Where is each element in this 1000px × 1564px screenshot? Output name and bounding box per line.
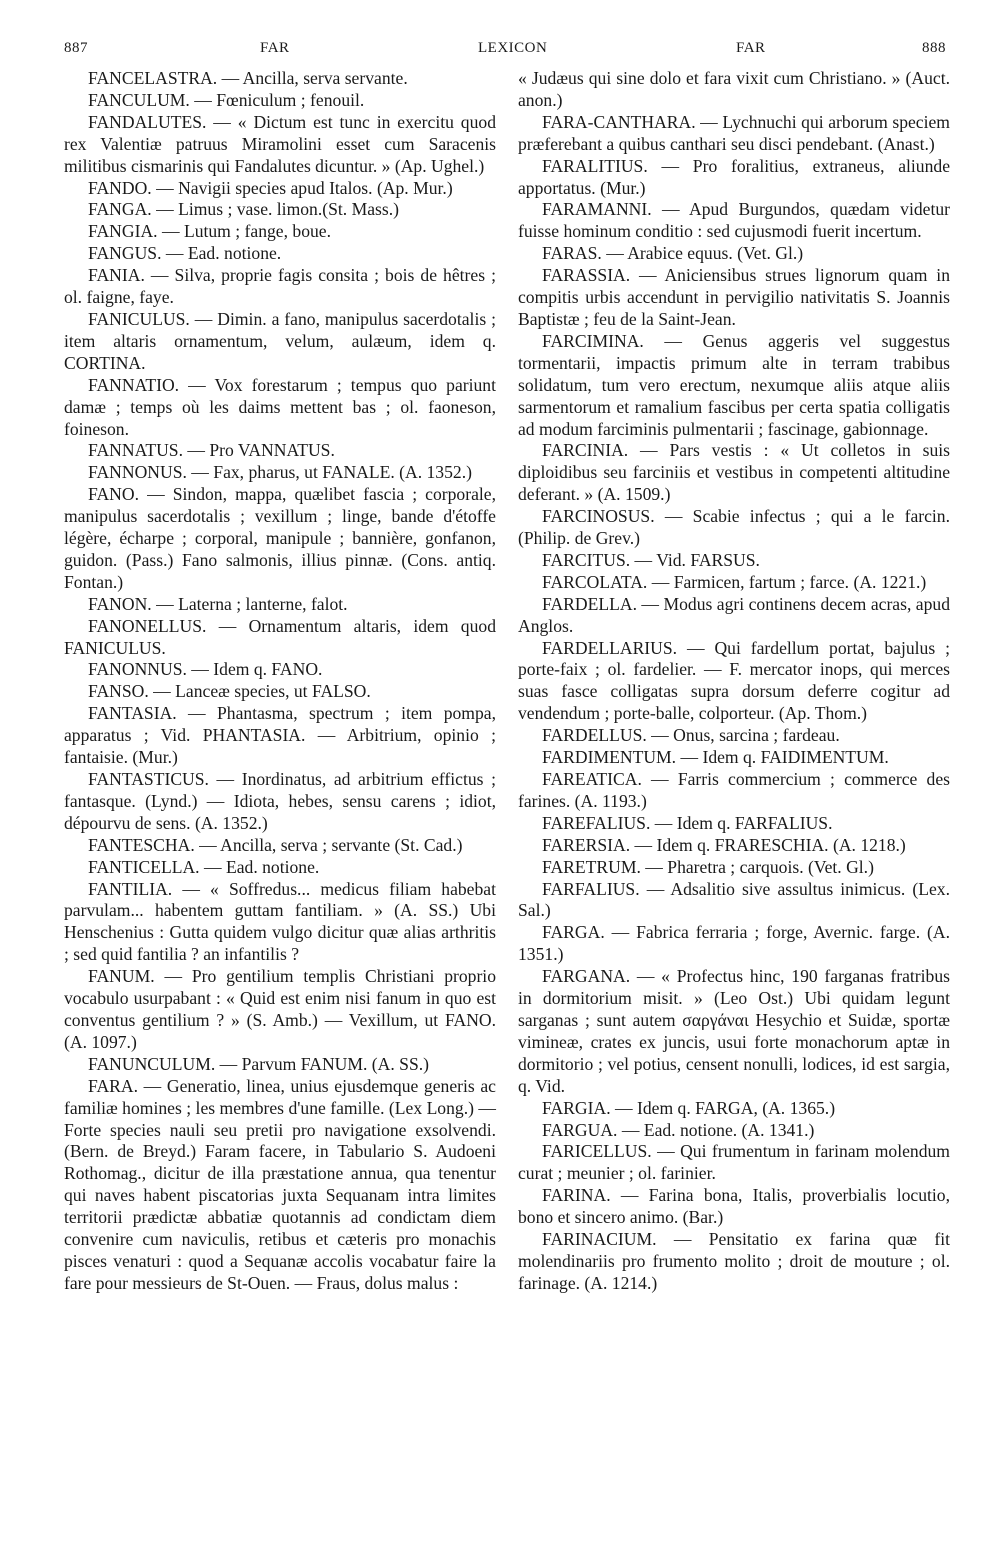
- entry-fara-canthara: FARA-CANTHARA. — Lychnuchi qui arborum speciem præferebant a quibus canthari seu disci pendebant. (Anast.): [518, 111, 950, 154]
- entry-fargia: FARGIA. — Idem q. FARGA, (A. 1365.): [542, 1097, 836, 1118]
- entry-fanticella: FANTICELLA. — Ead. notione.: [88, 856, 320, 877]
- running-head-left: FAR: [260, 40, 290, 56]
- entry-farcinosus: FARCINOSUS. — Scabie infectus ; qui a le farcin. (Philip. de Grev.): [518, 506, 950, 549]
- entry-farfalius: FARFALIUS. — Adsalitio sive assultus inimicus. (Lex. Sal.): [518, 878, 950, 921]
- entry-farcitus: FARCITUS. — Vid. FARSUS.: [542, 549, 760, 570]
- entry-faniculus: FANICULUS. — Dimin. a fano, manipulus sacerdotalis ; item altaris ornamentum, velum, aulæum, idem q. CORTINA.: [64, 308, 496, 373]
- entry-fannonus: FANNONUS. — Fax, pharus, ut FANALE. (A. 1352.): [88, 462, 472, 483]
- entry-farassia: FARASSIA. — Aniciensibus strues lignorum quam in compitis urbis accendunt in pervigilio nativitatis S. Joannis Baptistæ ; feu de la Saint-Jean.: [518, 265, 950, 329]
- entry-fargana: FARGANA. — « Profectus hinc, 190 farganas fratribus in dormitorium misit. » (Leo Ost.) Ubi quidam legunt sarganas ; sunt autem σαργάναι Hesychio et Suidæ, sportæ vimineæ, crates ex juncis, usui forte monachorum aptæ in dormitorio ; vel potius, censent nonulli, lodices, id est sargia, q. Vid.: [518, 966, 950, 1096]
- entry-fanonellus: FANONELLUS. — Ornamentum altaris, idem quod FANICULUS.: [64, 615, 496, 658]
- page-number-right: 888: [922, 40, 946, 56]
- entry-fandalutes: FANDALUTES. — « Dictum est tunc in exercitu quod rex Valentiæ patruus Miramolini esset cum Saracenis militibus cismarinis qui Fandalutes dicuntur. » (Ap. Ughel.): [64, 111, 496, 176]
- entry-fantescha: FANTESCHA. — Ancilla, serva ; servante (St. Cad.): [88, 834, 463, 855]
- entry-fano: FANO. — Sindon, mappa, quælibet fascia ; corporale, manipulus sacerdotalis ; vexillum ; linge, bande d'étoffe légère, écharpe ; corporal, manipule ; bannière, gonfanon, guidon. (Pass.) Fano salmonis, illius pinnæ. (Cons. antiq. Fontan.): [64, 484, 496, 592]
- entry-fanga: FANGA. — Limus ; vase. limon.(St. Mass.): [88, 199, 399, 220]
- entry-fanso: FANSO. — Lanceæ species, ut FALSO.: [88, 681, 371, 702]
- entry-fannatus: FANNATUS. — Pro VANNATUS.: [88, 440, 335, 461]
- page-number-left: 887: [64, 40, 88, 56]
- entry-fara: FARA. — Generatio, linea, unius ejusdemque generis ac familiæ homines ; les membres d'une famille. (Lex Long.) — Forte species nauli seu pretii pro navigatione exsolvendi. (Bern. de Breyd.) Faram facere, in Tabulario S. Audoeni Rothomag., dicitur de illa præstatione annua, qua tenentur qui naves habent piscatorias juxta Sequanam intra limites territorii prædictæ abbatiæ quotannis ad condictam diem convenire cum naviculis, retibus et cæteris pro monachis pisces venaturi : quod a Sequanæ accolis vocabatur faire la fare pour messieurs de St-Ouen. — Fraus, dolus malus :: [64, 1075, 496, 1293]
- entry-fargua: FARGUA. — Ead. notione. (A. 1341.): [542, 1119, 815, 1140]
- entry-fardella: FARDELLA. — Modus agri continens decem acras, apud Anglos.: [518, 593, 950, 636]
- entry-fardellus: FARDELLUS. — Onus, sarcina ; fardeau.: [542, 725, 840, 746]
- entry-farefalius: FAREFALIUS. — Idem q. FARFALIUS.: [542, 812, 833, 833]
- entry-fardellarius: FARDELLARIUS. — Qui fardellum portat, bajulus ; porte-faix ; ol. fardelier. — F. mercator inops, qui merces suas fasce colligatas supra dorsum deferre cogitur ad vendendum ; porte-balle, colporteur. (Ap. Thom.): [518, 637, 950, 724]
- entry-fancelastra: FANCELASTRA. — Ancilla, serva servante.: [88, 68, 408, 88]
- entry-farga: FARGA. — Fabrica ferraria ; forge, Avernic. farge. (A. 1351.): [518, 922, 950, 965]
- entry-fangus: FANGUS. — Ead. notione.: [88, 243, 282, 264]
- entry-fanum: FANUM. — Pro gentilium templis Christiani proprio vocabulo usurpabant : « Quid est enim nisi fanum in quo est conventus gentilium ? » (S. Amb.) — Vexillum, ut FANO. (A. 1097.): [64, 966, 496, 1052]
- entry-fantasia: FANTASIA. — Phantasma, spectrum ; item pompa, apparatus ; Vid. PHANTASIA. — Arbitrium, opinio ; fantaisie. (Mur.): [64, 703, 496, 768]
- entry-farinacium: FARINACIUM. — Pensitatio ex farina quæ fit molendinariis pro frumento molito ; droit de mouture ; ol. farinage. (A. 1214.): [518, 1229, 950, 1293]
- running-header: [64, 40, 954, 62]
- entry-faras: FARAS. — Arabice equus. (Vet. Gl.): [542, 243, 804, 264]
- entry-fando: FANDO. — Navigii species apud Italos. (Ap. Mur.): [88, 177, 453, 198]
- entry-fanunculum: FANUNCULUM. — Parvum FANUM. (A. SS.): [88, 1053, 429, 1074]
- entry-faralitius: FARALITIUS. — Pro foralitius, extraneus, aliunde apportatus. (Mur.): [518, 155, 950, 198]
- entry-fangia: FANGIA. — Lutum ; fange, boue.: [88, 221, 332, 242]
- entry-fania: FANIA. — Silva, proprie fagis consita ; bois de hêtres ; ol. faigne, faye.: [64, 265, 496, 308]
- left-column: [64, 68, 496, 1295]
- entry-fanonnus: FANONNUS. — Idem q. FANO.: [88, 659, 323, 680]
- entry-fanculum: FANCULUM. — Fœniculum ; fenouil.: [88, 89, 365, 110]
- entry-faricellus: FARICELLUS. — Qui frumentum in farinam molendum curat ; meunier ; ol. farinier.: [518, 1141, 950, 1184]
- running-head-center: LEXICON: [478, 40, 548, 56]
- entry-fantilia: FANTILIA. — « Soffredus... medicus filiam habebat parvulam... habentem guttam fantiliam. » (A. SS.) Ubi Henschenius : Gutta quidem vulgo dicitur quæ alias arthritis ; sed quid fantilia ? an infantilis ?: [64, 878, 496, 965]
- running-head-right: FAR: [736, 40, 766, 56]
- entry-fara-continued: « Judæus qui sine dolo et fara vixit cum Christiano. » (Auct. anon.): [518, 68, 950, 110]
- entry-farina: FARINA. — Farina bona, Italis, proverbialis locutio, bono et sincero animo. (Bar.): [518, 1185, 950, 1228]
- entry-farersia: FARERSIA. — Idem q. FRARESCHIA. (A. 1218.): [542, 834, 906, 855]
- entry-fanon: FANON. — Laterna ; lanterne, falot.: [88, 593, 348, 614]
- entry-farcinia: FARCINIA. — Pars vestis : « Ut colletos in suis diploidibus seu farciniis et vestibus in competenti altitudine deferant. » (A. 1509.): [518, 440, 950, 505]
- entry-fannatio: FANNATIO. — Vox forestarum ; tempus quo pariunt damæ ; temps où les daims mettent bas ; ol. faoneson, foineson.: [64, 374, 496, 439]
- entry-farcolata: FARCOLATA. — Farmicen, fartum ; farce. (A. 1221.): [542, 571, 927, 592]
- right-column: [518, 68, 950, 1295]
- entry-fantasticus: FANTASTICUS. — Inordinatus, ad arbitrium effictus ; fantasque. (Lynd.) — Idiota, hebes, sensu carens ; idiot, dépourvu de sens. (A. 1352.): [64, 769, 496, 833]
- entry-faramanni: FARAMANNI. — Apud Burgundos, quædam videtur fuisse hominum conditio : sed cujusmodi fuerit incertum.: [518, 199, 950, 242]
- entry-faretrum: FARETRUM. — Pharetra ; carquois. (Vet. Gl.): [542, 856, 874, 877]
- entry-fareatica: FAREATICA. — Farris commercium ; commerce des farines. (A. 1193.): [518, 769, 950, 811]
- entry-farcimina: FARCIMINA. — Genus aggeris vel suggestus tormentarii, impactis primum alte in terram trabibus solidatum, tum vero erectum, nexumque aliis atque aliis sarmentorum et ramalium fascibus per certa spatia colligatis ad modum farciminis pulmentarii ; fascinage, gabionnage.: [518, 330, 950, 439]
- entry-fardimentum: FARDIMENTUM. — Idem q. FAIDIMENTUM.: [542, 747, 889, 768]
